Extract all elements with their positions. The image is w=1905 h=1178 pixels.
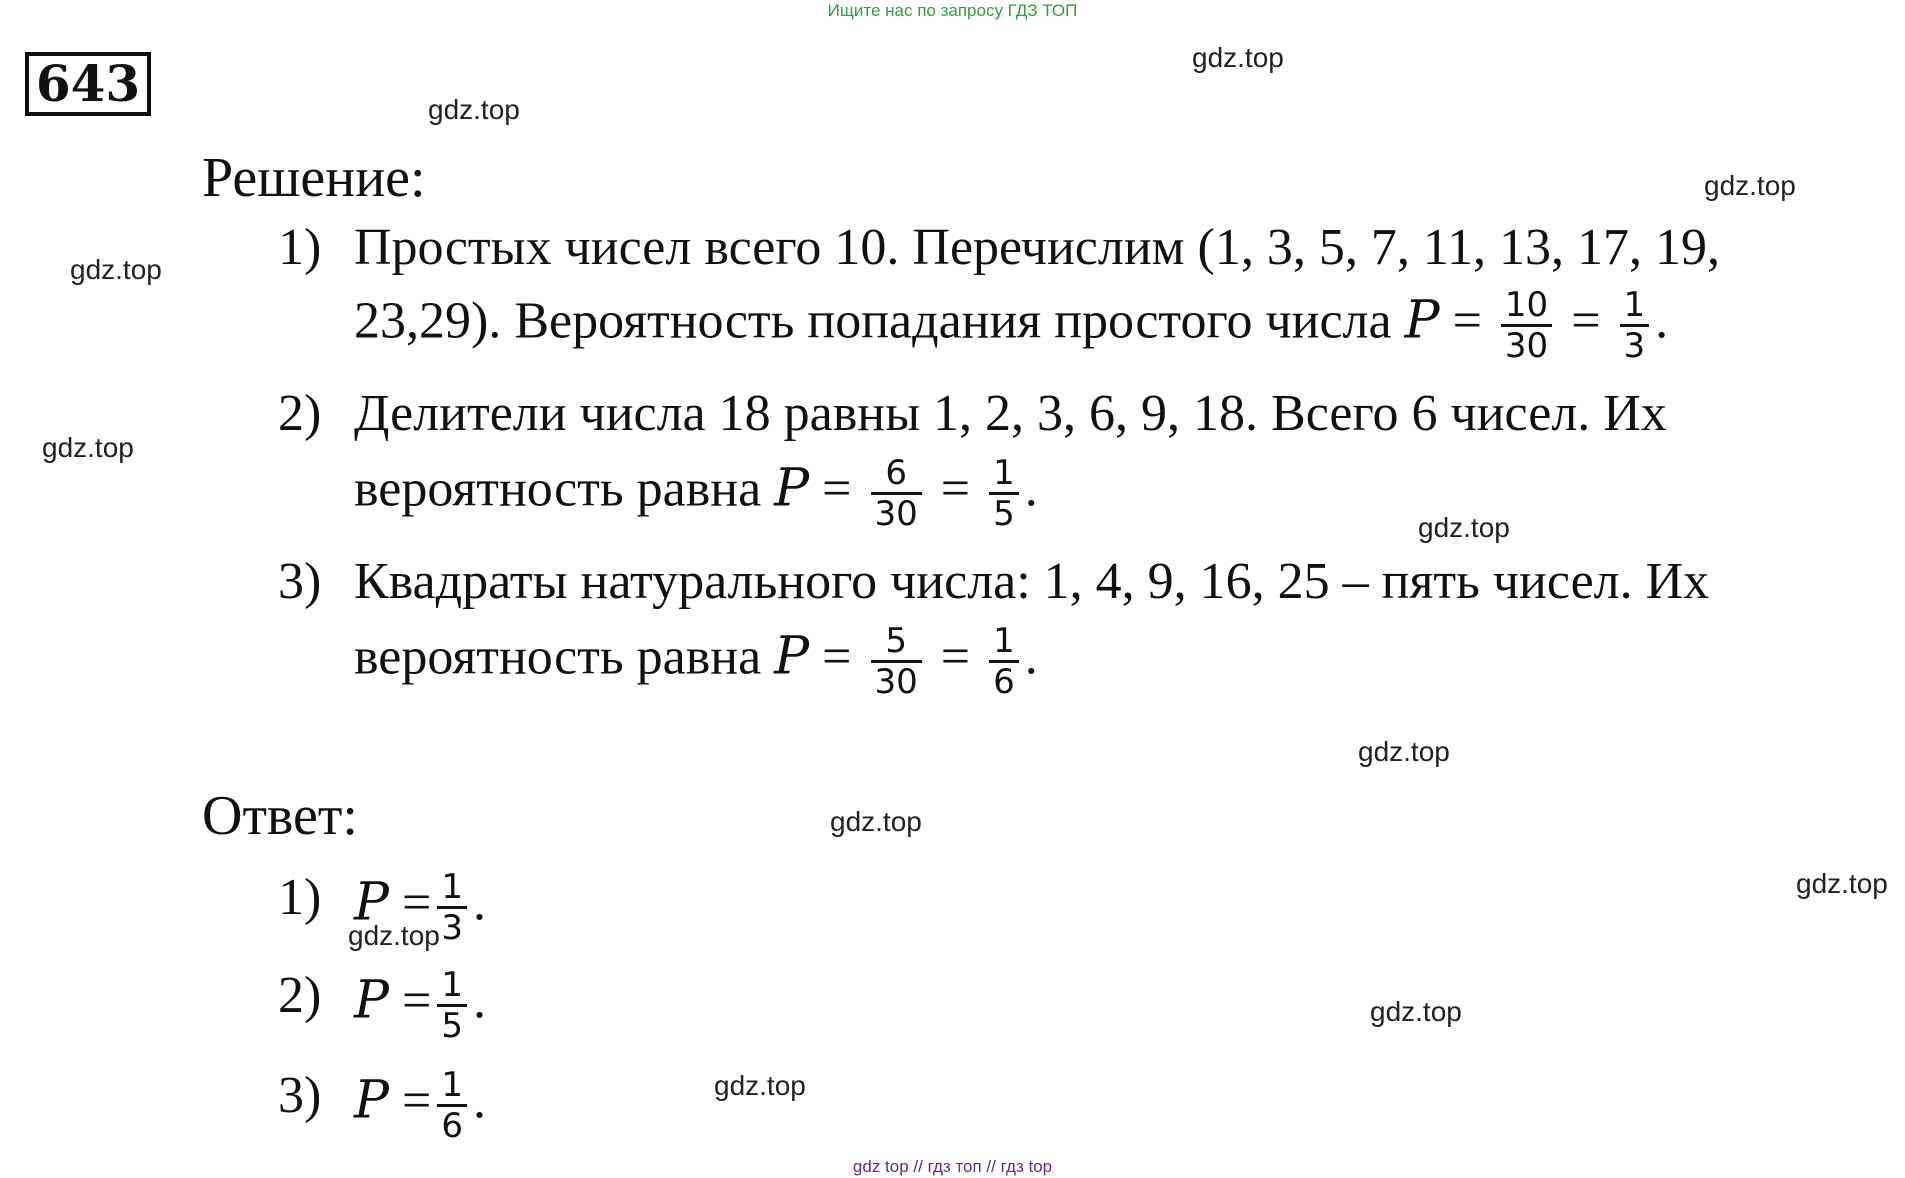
watermark: gdz.top [714, 1070, 806, 1101]
fraction-denominator: 30 [874, 494, 918, 534]
period: . [472, 1072, 486, 1130]
watermark: gdz.top [830, 806, 922, 837]
watermark: gdz.top [1704, 170, 1796, 201]
top-banner: Ищите нас по запросу ГДЗ ТОП [827, 1, 1078, 20]
watermark: gdz.top [1418, 512, 1510, 543]
fraction-numerator: 1 [1620, 286, 1650, 327]
fraction-denominator: 5 [993, 494, 1015, 534]
period: . [472, 874, 486, 932]
period: . [1655, 292, 1669, 350]
fraction-numerator: 5 [871, 622, 922, 663]
fraction-denominator: 3 [441, 908, 463, 948]
fraction [989, 454, 1019, 533]
solution-item-1-number: 1) [278, 219, 322, 276]
solution-heading: Решение: [202, 147, 426, 209]
equals-sign: = [822, 628, 852, 686]
period: . [1024, 628, 1038, 686]
watermark: gdz.top [1370, 996, 1462, 1027]
watermark: gdz.top [428, 94, 520, 125]
equals-sign: = [822, 460, 852, 518]
fraction-numerator: 10 [1501, 286, 1552, 327]
solution-item-3-number: 3) [278, 553, 322, 610]
equals-sign: = [940, 460, 971, 518]
solution-item-1-line2 [354, 286, 1668, 365]
fraction [989, 622, 1019, 701]
fraction-numerator: 6 [871, 454, 922, 495]
solution-item-2-number: 2) [278, 385, 322, 442]
solution-item-2-text: вероятность равна [354, 460, 762, 518]
fraction [871, 622, 922, 701]
watermark: gdz.top [1192, 42, 1284, 73]
fraction [1501, 286, 1552, 365]
watermark: gdz.top [1796, 868, 1888, 899]
solution-item-2-line2 [354, 454, 1038, 533]
fraction-denominator: 30 [874, 662, 918, 702]
solution-item-2-line1: Делители числа 18 равны 1, 2, 3, 6, 9, 18. Всего 6 чисел. Их [354, 385, 1667, 442]
watermark: gdz.top [1358, 736, 1450, 767]
fraction-numerator: 1 [989, 622, 1019, 663]
solution-item-3-line1: Квадраты натурального числа: 1, 4, 9, 16, 25 – пять чисел. Их [354, 553, 1710, 610]
fraction-numerator: 1 [437, 1066, 467, 1107]
fraction-denominator: 3 [1623, 326, 1646, 366]
solution-item-3-line2 [354, 622, 1038, 701]
fraction [437, 966, 467, 1045]
probability-variable: P [354, 872, 389, 933]
fraction-denominator: 6 [993, 662, 1015, 702]
fraction [437, 1066, 467, 1145]
fraction-numerator: 1 [437, 966, 467, 1007]
probability-variable: P [354, 1070, 389, 1131]
equals-sign: = [940, 628, 971, 686]
equals-sign: = [402, 874, 432, 932]
equals-sign: = [402, 1072, 432, 1130]
solution-item-1-text: 23,29). Вероятность попадания простого числа [354, 292, 1392, 350]
period: . [472, 972, 486, 1030]
fraction [1620, 286, 1650, 365]
footer-links: gdz top // гдз топ // гдз top [852, 1157, 1053, 1176]
watermark: gdz.top [42, 432, 134, 463]
answer-item-3 [354, 1066, 486, 1145]
probability-variable: P [774, 458, 810, 519]
fraction-denominator: 6 [441, 1106, 463, 1146]
answer-item-1-number: 1) [278, 869, 322, 926]
answer-item-3-number: 3) [278, 1067, 322, 1124]
watermark: gdz.top [70, 254, 162, 285]
task-number-box: 643 [25, 52, 151, 116]
equals-sign: = [1571, 292, 1601, 350]
probability-variable: P [354, 970, 389, 1031]
watermark: gdz.top [348, 920, 440, 951]
period: . [1024, 460, 1038, 518]
equals-sign: = [1452, 292, 1482, 350]
solution-item-3-text: вероятность равна [354, 628, 762, 686]
answer-item-2-number: 2) [278, 967, 322, 1024]
probability-variable: P [774, 626, 810, 687]
fraction [871, 454, 922, 533]
answer-heading: Ответ: [202, 785, 358, 847]
fraction-denominator: 5 [441, 1006, 463, 1046]
probability-variable: P [1404, 290, 1440, 351]
solution-item-1-line1: Простых чисел всего 10. Перечислим (1, 3, 5, 7, 11, 13, 17, 19, [354, 219, 1720, 276]
fraction-numerator: 1 [437, 868, 467, 909]
fraction-numerator: 1 [989, 454, 1019, 495]
fraction [437, 868, 467, 947]
fraction-denominator: 30 [1504, 326, 1549, 366]
answer-item-2 [354, 966, 486, 1045]
equals-sign: = [402, 972, 432, 1030]
